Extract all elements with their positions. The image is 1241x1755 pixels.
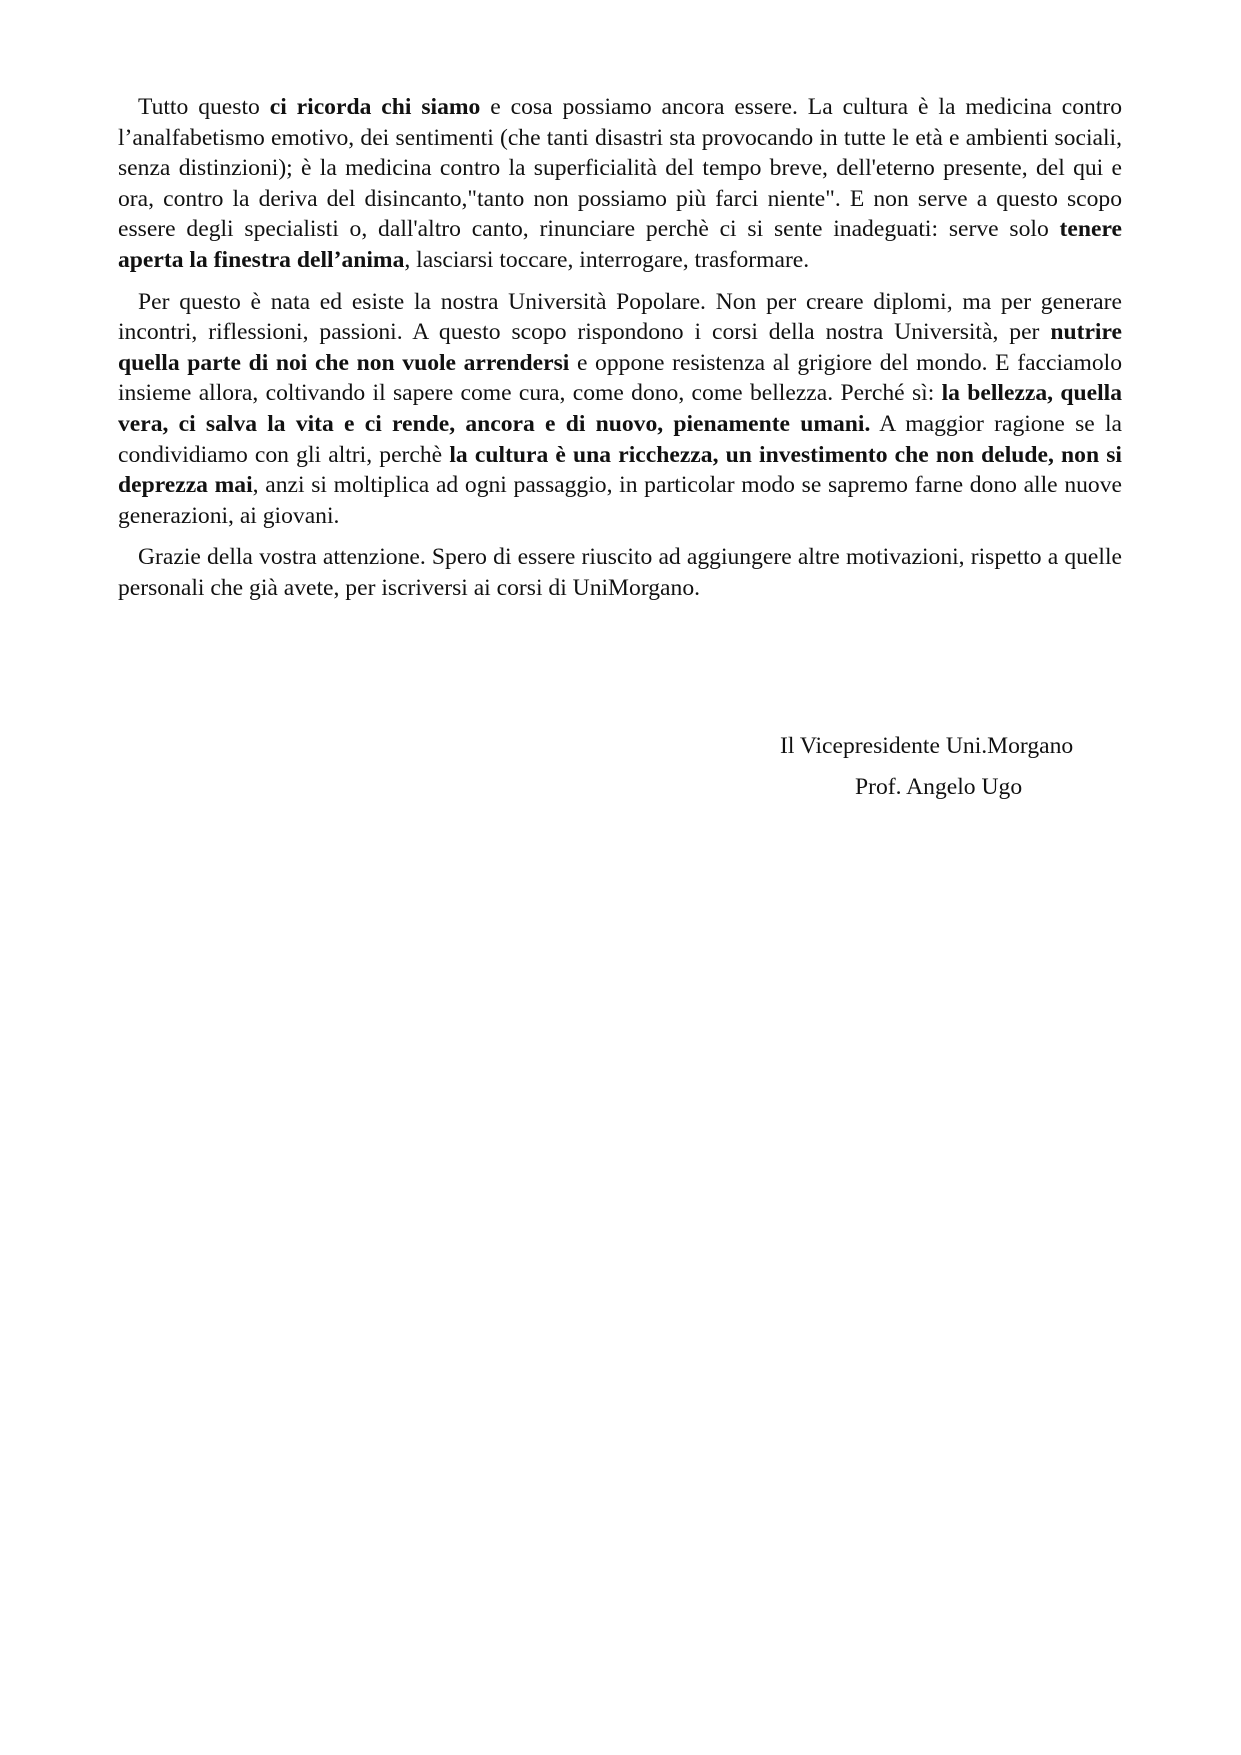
paragraph-3-segment: Grazie della vostra attenzione. Spero di essere riuscito ad aggiungere altre motivazioni, rispetto a quelle personali che già avete, per iscriversi ai corsi di UniMorgano. — [118, 544, 1122, 601]
signature-name: Prof. Angelo Ugo — [855, 774, 1023, 800]
paragraph-2-bold-segment: la bellezza, quella vera, ci salva la vita e ci rende, ancora e di nuovo, pienamente umani. — [118, 380, 1123, 437]
paragraph-2-segment: , anzi si moltiplica ad ogni passaggio, in particolar modo se sapremo farne dono alle nuove generazioni, ai giovani. — [118, 472, 1122, 529]
paragraph-2-bold-segment: la cultura è una ricchezza, un investimento che non delude, non si deprezza mai — [118, 441, 1122, 499]
paragraph-1 — [118, 92, 1122, 276]
paragraph-3 — [118, 542, 1122, 603]
paragraph-1-bold-segment: tenere aperta la finestra dell’anima — [118, 216, 1122, 273]
paragraph-1-segment: e cosa possiamo ancora essere. La cultura è la medicina contro l’analfabetismo emotivo, dei sentimenti (che tanti disastri sta provocando in tutte le età e ambienti sociali, senza distinzioni); è la medicina contro la superficialità del tempo breve, dell'eterno presente, del qui e ora, contro la deriva del disincanto,"tanto non possiamo più farci niente". E non serve a questo scopo essere degli specialisti o, dall'altro canto, rinunciare perchè ci si sente inadeguati: serve solo — [118, 94, 1123, 243]
body-text — [118, 92, 1122, 615]
signature-role: Il Vicepresidente Uni.Morgano — [780, 733, 1074, 759]
paragraph-2 — [118, 287, 1122, 532]
paragraph-1-segment: , lasciarsi toccare, interrogare, trasformare. — [404, 246, 810, 273]
paragraph-2-bold-segment: nutrire quella parte di noi che non vuole arrendersi — [118, 319, 1122, 376]
paragraph-1-segment: Tutto questo — [138, 94, 270, 120]
paragraph-2-segment: Per questo è nata ed esiste la nostra Università Popolare. Non per creare diplomi, ma per generare incontri, riflessioni, passioni. A questo scopo rispondono i corsi della nostra Università, per — [118, 288, 1122, 346]
paragraph-2-segment: A maggior ragione se la condividiamo con gli altri, perchè — [118, 410, 1122, 468]
paragraph-2-segment: e oppone resistenza al grigiore del mondo. E facciamolo insieme allora, coltivando il sapere come cura, come dono, come bellezza. Perché sì: — [118, 349, 1123, 407]
paragraph-1-bold-segment: ci ricorda chi siamo — [269, 94, 481, 120]
